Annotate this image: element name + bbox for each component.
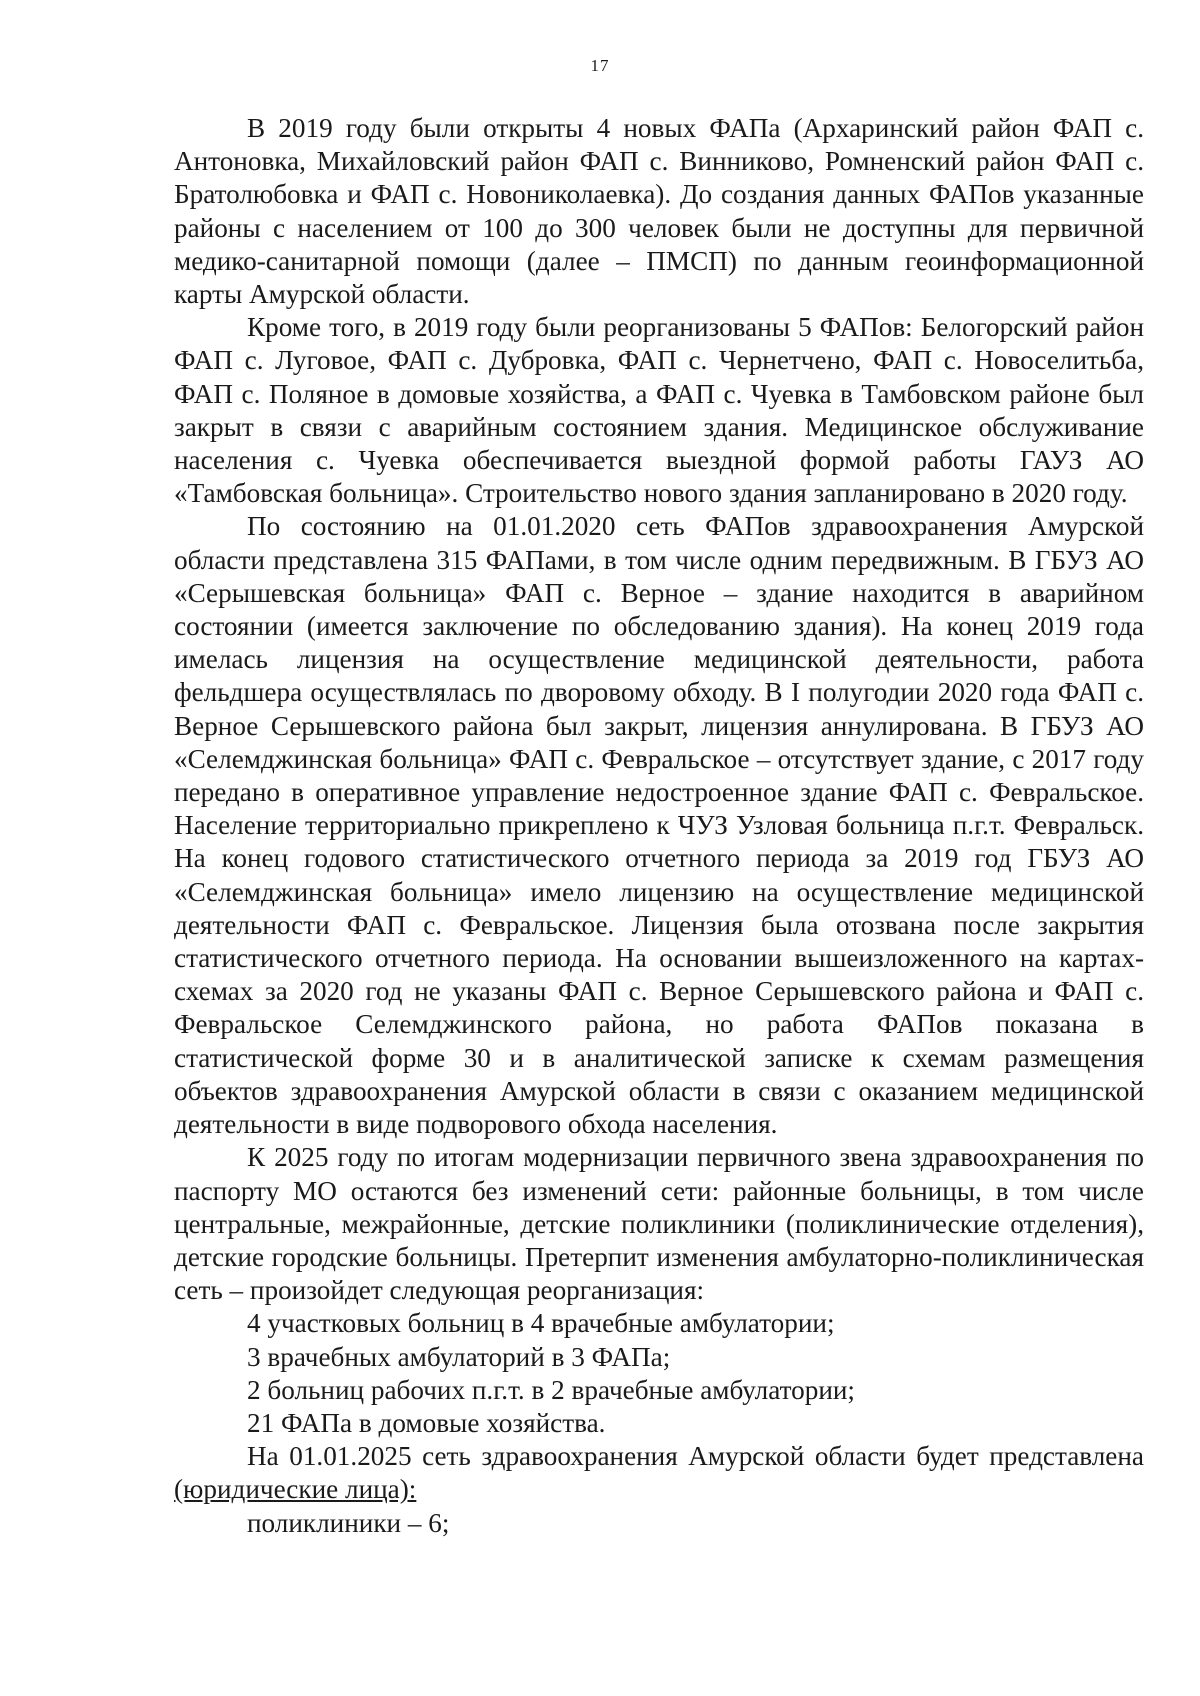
document-body <box>174 112 1144 1540</box>
paragraph-new-faps: В 2019 году были открыты 4 новых ФАПа (Архаринский район ФАП с. Антоновка, Михайловский район ФАП с. Винниково, Ромненский район ФАП с. Братолюбовка и ФАП с. Новониколаевка). До создания данных ФАПов указанные районы с населением от 100 до 300 человек были не доступны для первичной медико-санитарной помощи (далее – ПМСП) по данным геоинформационной карты Амурской области. <box>174 113 1144 310</box>
list-item: 2 больниц рабочих п.г.т. в 2 врачебные амбулатории; <box>247 1374 855 1405</box>
list-item: 4 участковых больниц в 4 врачебные амбулатории; <box>247 1308 835 1339</box>
paragraph-network-2025-text: На 01.01.2025 сеть здравоохранения Амурской области будет представлена <box>247 1441 1144 1472</box>
list-item: 21 ФАПа в домовые хозяйства. <box>247 1407 606 1438</box>
list-item-polyclinics: поликлиники – 6; <box>247 1507 450 1538</box>
paragraph-fap-network-status: По состоянию на 01.01.2020 сеть ФАПов здравоохранения Амурской области представлена 315 ФАПами, в том числе одним передвижным. В ГБУЗ АО «Серышевская больница» ФАП с. Верное – здание находится в аварийном состоянии (имеется заключение по обследованию здания). На конец 2019 года имелась лицензия на осуществление медицинской деятельности, работа фельдшера осуществлялась по дворовому обходу. В I полугодии 2020 года ФАП с. Верное Серышевского района был закрыт, лицензия аннулирована. В ГБУЗ АО «Селемджинская больница» ФАП с. Февральское – отсутствует здание, с 2017 году передано в оперативное управление недостроенное здание ФАП с. Февральское. Население территориально прикреплено к ЧУЗ Узловая больница п.г.т. Февральск. На конец годового статистического отчетного периода за 2019 год ГБУЗ АО «Селемджинская больница» имело лицензию на осуществление медицинской деятельности ФАП с. Февральское. Лицензия была отозвана после закрытия статистического отчетного периода. На основании вышеизложенного на картах-схемах за 2020 год не указаны ФАП с. Верное Серышевского района и ФАП с. Февральское Селемджинского района, но работа ФАПов показана в статистической форме 30 и в аналитической записке к схемам размещения объектов здравоохранения Амурской области в связи с оказанием медицинской деятельности в виде подворового обхода населения. <box>174 511 1144 1140</box>
paragraph-modernization-2025: К 2025 году по итогам модернизации первичного звена здравоохранения по паспорту МО остаются без изменений сети: районные больницы, в том числе центральные, межрайонные, детские поликлиники (поликлинические отделения), детские городские больницы. Претерпит изменения амбулаторно-поликлиническая сеть – произойдет следующая реорганизация: <box>174 1142 1144 1306</box>
page-number: 17 <box>590 56 610 75</box>
paragraph-reorganized-faps: Кроме того, в 2019 году были реорганизованы 5 ФАПов: Белогорский район ФАП с. Луговое, ФАП с. Дубровка, ФАП с. Чернетчено, ФАП с. Новоселитьба, ФАП с. Поляное в домовые хозяйства, а ФАП с. Чуевка в Тамбовском районе был закрыт в связи с аварийным состоянием здания. Медицинское обслуживание населения с. Чуевка обеспечивается выездной формой работы ГАУЗ АО «Тамбовская больница». Строительство нового здания запланировано в 2020 году. <box>174 312 1144 509</box>
paragraph-network-2025 <box>174 1440 1144 1506</box>
list-item: 3 врачебных амбулаторий в 3 ФАПа; <box>247 1341 671 1372</box>
legal-entities-note: (юридические лица): <box>174 1474 417 1505</box>
